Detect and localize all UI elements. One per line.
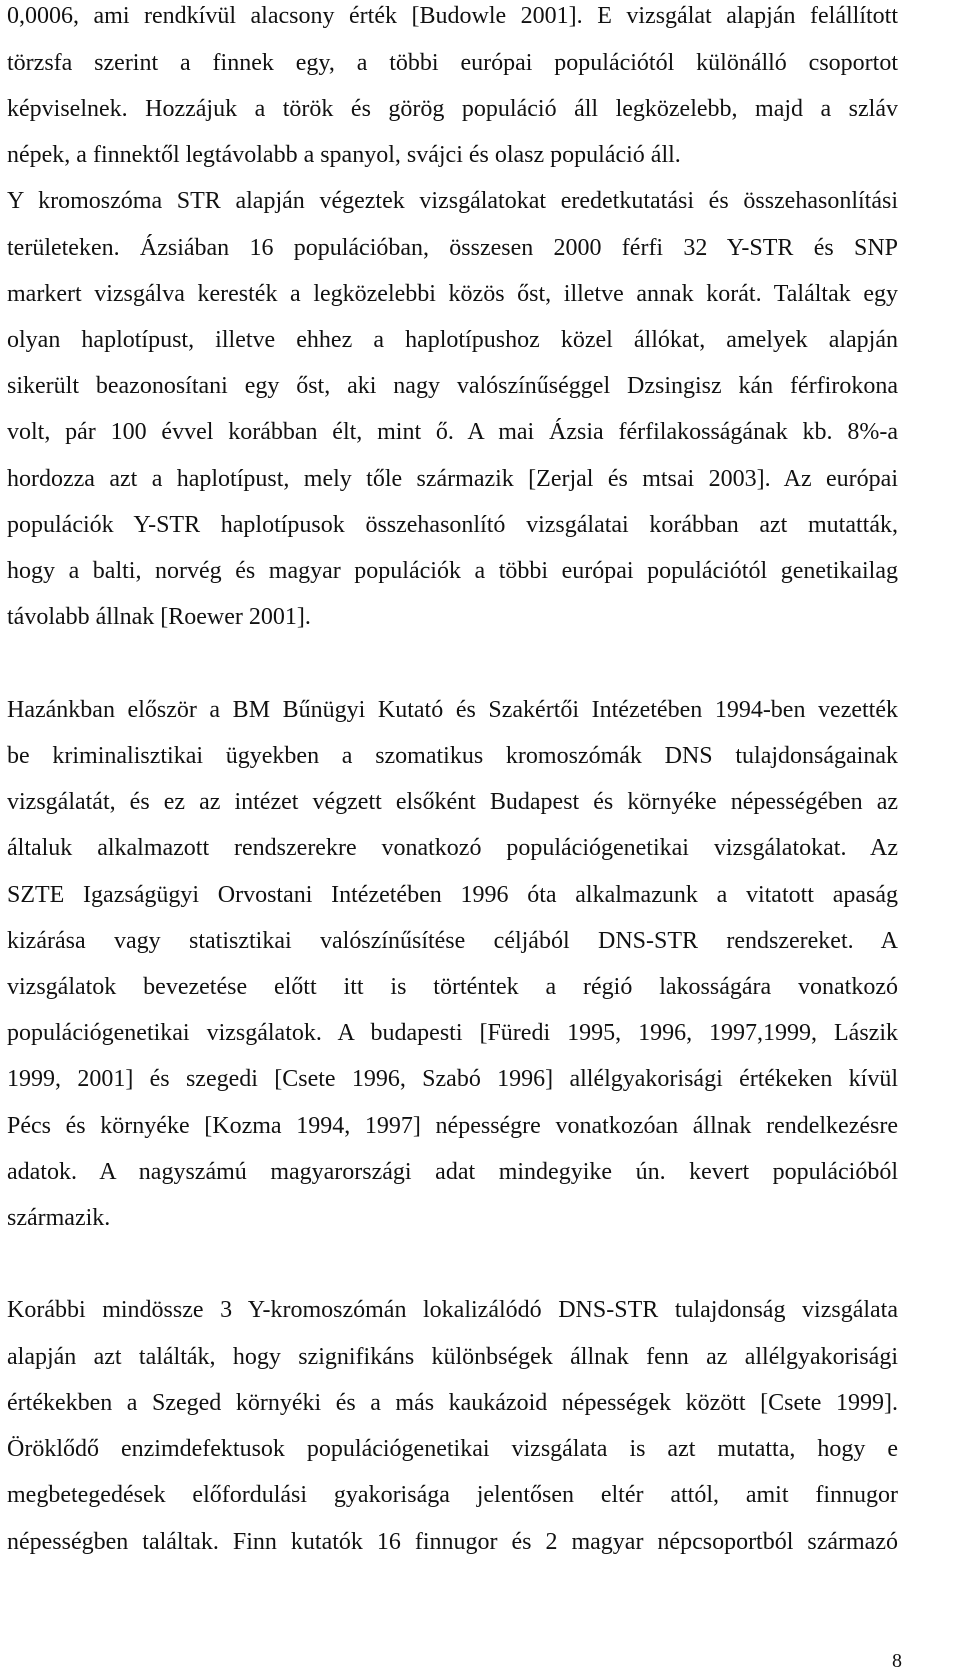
text-line: volt, pár 100 évvel korábban élt, mint ő. A mai Ázsia férfilakosságának kb. 8%-a bbox=[7, 419, 898, 445]
page-number: 8 bbox=[892, 1650, 902, 1672]
text-line: általuk alkalmazott rendszerekre vonatkozó populációgenetikai vizsgálatokat. Az bbox=[7, 835, 898, 861]
text-line: markert vizsgálva keresték a legközelebbi közös őst, illetve annak korát. Találtak egy bbox=[7, 281, 898, 307]
text-line: népességben találtak. Finn kutatók 16 finnugor és 2 magyar népcsoportból származó bbox=[7, 1529, 898, 1555]
text-line: hogy a balti, norvég és magyar populációk a többi európai populációtól genetikailag bbox=[7, 558, 898, 584]
text-line: képviselnek. Hozzájuk a török és görög populáció áll legközelebb, majd a szláv bbox=[7, 96, 898, 122]
text-line: SZTE Igazságügyi Orvostani Intézetében 1996 óta alkalmazunk a vitatott apaság bbox=[7, 882, 898, 908]
text-line: Hazánkban először a BM Bűnügyi Kutató és Szakértői Intézetében 1994-ben vezették bbox=[7, 697, 898, 723]
text-line: adatok. A nagyszámú magyarországi adat mindegyike ún. kevert populációból bbox=[7, 1159, 898, 1185]
text-line: törzsfa szerint a finnek egy, a többi európai populációtól különálló csoportot bbox=[7, 50, 898, 76]
text-line: vizsgálatát, és ez az intézet végzett elsőként Budapest és környéke népességében az bbox=[7, 789, 898, 815]
text-line: Pécs és környéke [Kozma 1994, 1997] népességre vonatkozóan állnak rendelkezésre bbox=[7, 1113, 898, 1139]
text-line: alapján azt találták, hogy szignifikáns különbségek állnak fenn az allélgyakorisági bbox=[7, 1344, 898, 1370]
text-line: vizsgálatok bevezetése előtt itt is történtek a régió lakosságára vonatkozó bbox=[7, 974, 898, 1000]
text-line: 1999, 2001] és szegedi [Csete 1996, Szabó 1996] allélgyakorisági értékeken kívül bbox=[7, 1066, 898, 1092]
text-line: 0,0006, ami rendkívül alacsony érték [Budowle 2001]. E vizsgálat alapján felállított bbox=[7, 3, 898, 29]
text-line: Öröklődő enzimdefektusok populációgenetikai vizsgálata is azt mutatta, hogy e bbox=[7, 1436, 898, 1462]
text-line: olyan haplotípust, illetve ehhez a haplotípushoz közel állókat, amelyek alapján bbox=[7, 327, 898, 353]
text-line: Y kromoszóma STR alapján végeztek vizsgálatokat eredetkutatási és összehasonlítási bbox=[7, 188, 898, 214]
text-line: megbetegedések előfordulási gyakorisága jelentősen eltér attól, amit finnugor bbox=[7, 1482, 898, 1508]
text-line: származik. bbox=[7, 1205, 111, 1231]
text-line: be kriminalisztikai ügyekben a szomatikus kromoszómák DNS tulajdonságainak bbox=[7, 743, 898, 769]
text-line: kizárása vagy statisztikai valószínűsítése céljából DNS-STR rendszereket. A bbox=[7, 928, 898, 954]
text-line: populációgenetikai vizsgálatok. A budapesti [Füredi 1995, 1996, 1997,1999, Lászik bbox=[7, 1020, 898, 1046]
text-line: hordozza azt a haplotípust, mely tőle származik [Zerjal és mtsai 2003]. Az európai bbox=[7, 466, 898, 492]
text-line: Korábbi mindössze 3 Y-kromoszómán lokalizálódó DNS-STR tulajdonság vizsgálata bbox=[7, 1297, 898, 1323]
text-line: populációk Y-STR haplotípusok összehasonlító vizsgálatai korábban azt mutatták, bbox=[7, 512, 898, 538]
text-line: népek, a finnektől legtávolabb a spanyol, svájci és olasz populáció áll. bbox=[7, 142, 681, 168]
text-line: távolabb állnak [Roewer 2001]. bbox=[7, 604, 311, 630]
text-line: területeken. Ázsiában 16 populációban, összesen 2000 férfi 32 Y-STR és SNP bbox=[7, 235, 898, 261]
text-line: értékekben a Szeged környéki és a más kaukázoid népességek között [Csete 1999]. bbox=[7, 1390, 898, 1416]
text-line: sikerült beazonosítani egy őst, aki nagy valószínűséggel Dzsingisz kán férfirokona bbox=[7, 373, 898, 399]
